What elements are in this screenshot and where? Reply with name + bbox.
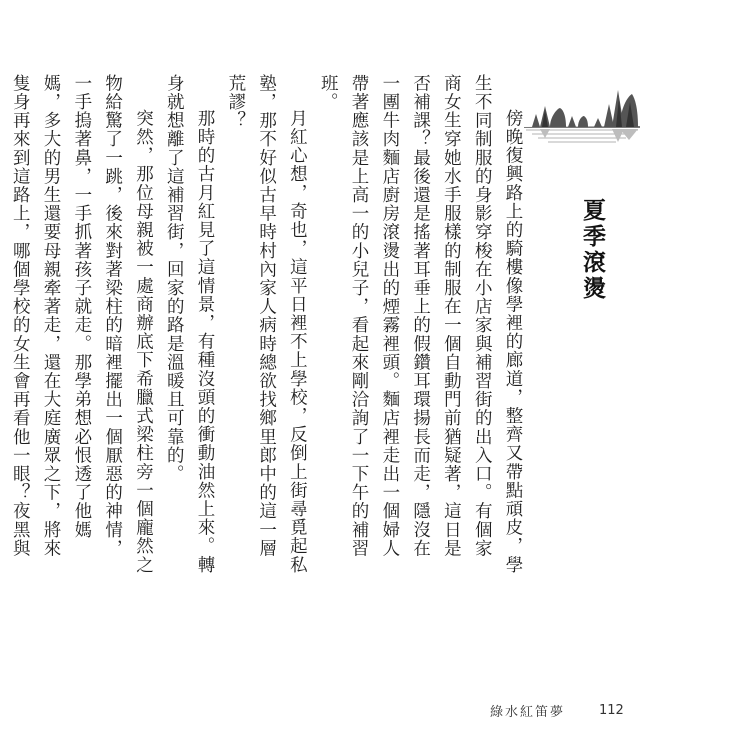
paragraph: 傍晚復興路上的騎樓像學裡的廊道，整齊又帶點頑皮，學生不同制服的身影穿梭在小店家與補習街的出入口。有個家商女生穿她水手服樣的制服在一個自動門前猶疑著，這日是否補課？最後還是搖著耳垂上的假鑽耳環揚長而走，隱沒在一團牛肉麵店廚房滾燙出的煙霧裡頭。麵店裡走出一個婦人帶著應該是上高一的小兒子，看起來剛洽詢了一下午的補習班。 <box>318 74 523 574</box>
paragraph: 突然，那位母親被一處商辦底下希臘式梁柱旁一個龐然之物給驚了一跳，後來對著梁柱的暗裡擺出一個厭惡的神情，一手摀著鼻，一手抓著孩子就走。那學弟想必恨透了他媽媽，多大的男生還要母親牽著走，還在大庭廣眾之下，將來隻身再來到這路上，哪個學校的女生會再看他一眼？夜黑與 <box>10 74 154 574</box>
paragraph: 月紅心想，奇也，這平日裡不上學校，反倒上街尋覓起私塾，那不好似古早時村內家人病時總欲找鄉里郎中的這一層荒謬？ <box>225 74 308 574</box>
book-name: 綠水紅笛夢 <box>490 704 566 720</box>
page-footer <box>490 699 624 721</box>
lakeside-trees-illustration <box>524 78 640 146</box>
body-text <box>0 74 528 574</box>
paragraph: 那時的古月紅見了這情景，有種沒頭的衝動油然上來。轉身就想離了這補習街，回家的路是溫暖且可靠的。 <box>164 74 216 574</box>
chapter-title: 夏季滾燙 <box>579 198 605 302</box>
page-number: 112 <box>599 702 624 718</box>
